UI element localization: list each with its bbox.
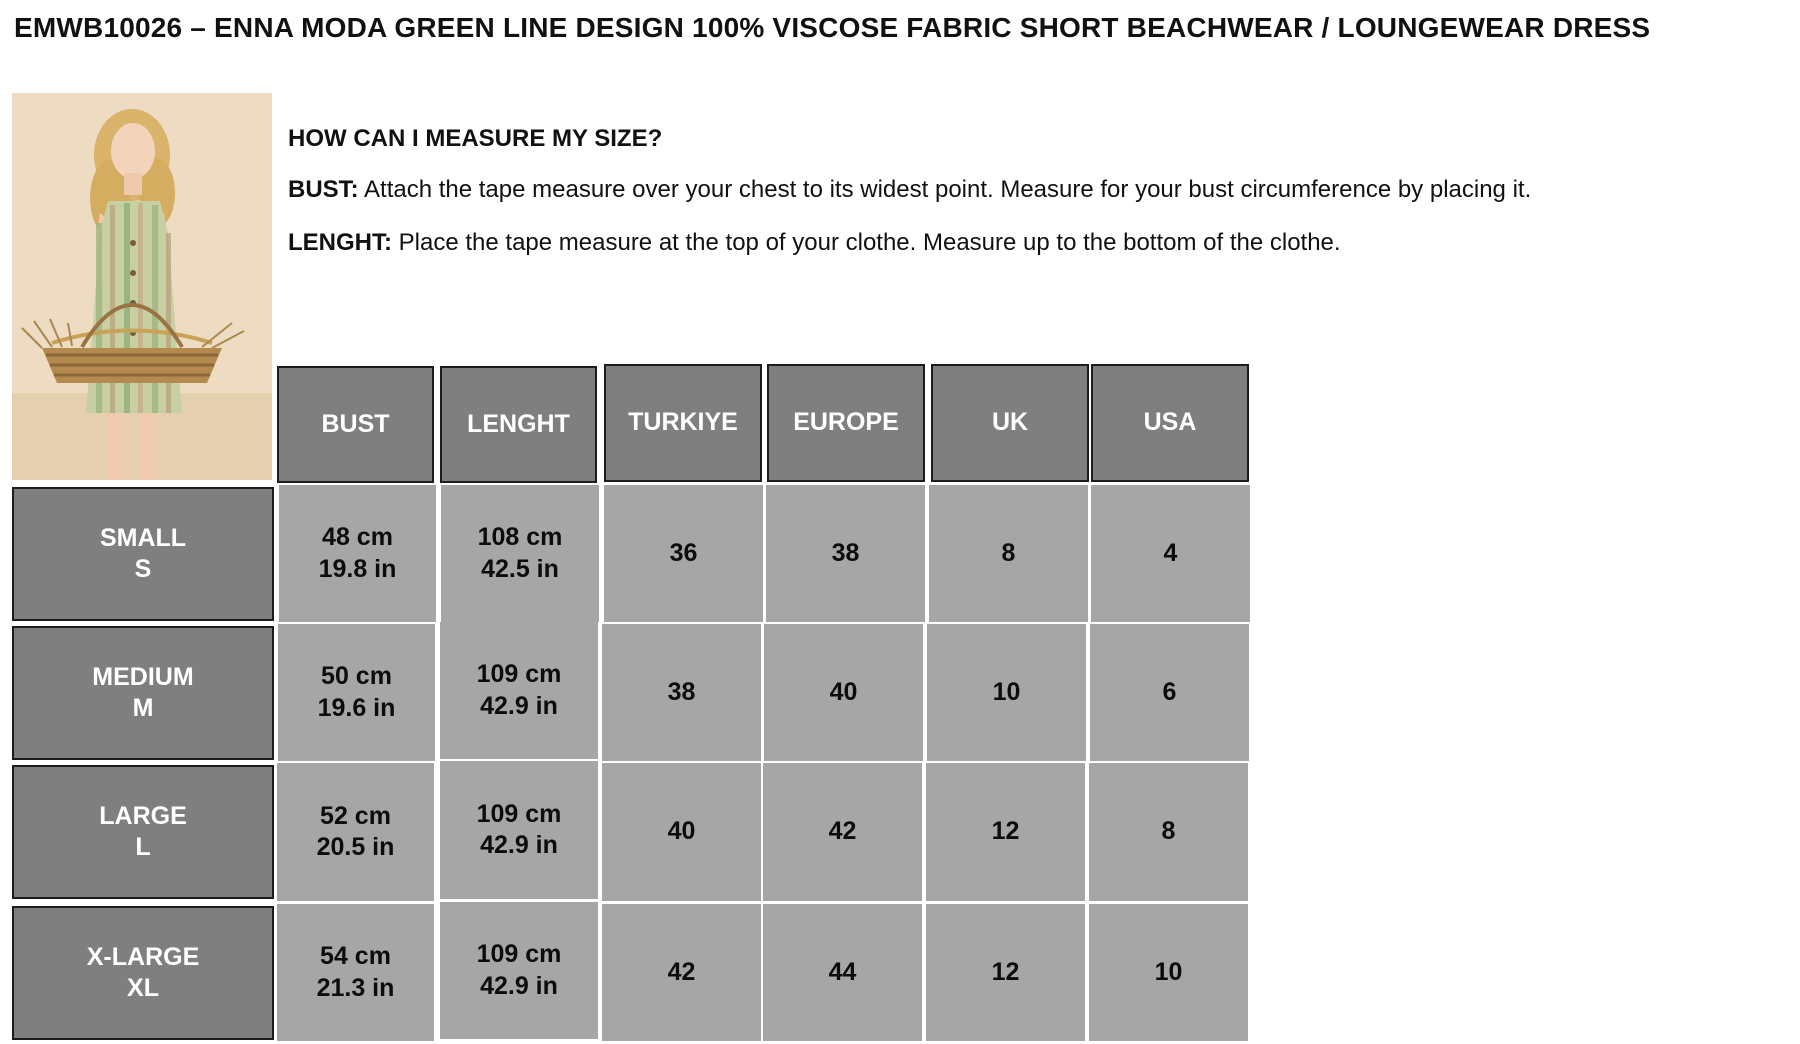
bust-term: BUST: [288,175,359,203]
size-code: M [132,694,154,722]
header-usa: USA [1091,364,1249,482]
cell-small-bust [279,485,436,622]
header-length: LENGHT [440,366,597,483]
cell-medium-usa: 6 [1090,624,1249,761]
cell-small-uk: 8 [929,485,1088,622]
cell-small-europe: 38 [766,485,925,622]
length-cm: 109 cm [476,660,562,689]
size-name: SMALL [99,523,187,552]
cell-x-large-bust [277,904,434,1041]
cell-small-length [441,485,599,622]
cell-large-europe: 42 [763,763,922,901]
bust-in: 20.5 in [316,833,395,861]
row-label-large [12,765,274,899]
cell-large-usa: 8 [1089,763,1248,901]
row-label-small [12,487,274,621]
cell-x-large-turkiye: 42 [602,904,761,1041]
row-label-medium [12,626,274,760]
length-cm: 108 cm [477,523,563,552]
size-name: LARGE [99,801,187,830]
length-in: 42.9 in [480,691,558,720]
header-bust: BUST [277,366,434,483]
cell-medium-bust [278,624,435,761]
cell-medium-uk: 10 [927,624,1086,761]
cell-x-large-usa: 10 [1089,904,1248,1041]
guide-heading: HOW CAN I MEASURE MY SIZE? [288,125,663,152]
cell-large-bust [277,763,434,901]
size-code: L [135,833,151,861]
product-photo [12,93,272,480]
length-term: LENGHT: [288,228,392,256]
length-text: Place the tape measure at the top of your clothe. Measure up to the bottom of the clothe. [392,228,1341,256]
page-title: EMWB10026 – ENNA MODA GREEN LINE DESIGN 100% VISCOSE FABRIC SHORT BEACHWEAR / LOUNGEWEAR DRESS [14,12,1651,43]
length-cm: 109 cm [476,940,562,969]
bust-instruction [288,176,1531,205]
bust-text: Attach the tape measure over your chest to its widest point. Measure for your bust circumference by placing it. [358,175,1532,203]
bust-cm: 52 cm [320,801,391,830]
bust-in: 19.8 in [318,554,397,583]
cell-small-usa: 4 [1091,485,1250,622]
cell-medium-turkiye: 38 [602,624,761,761]
bust-in: 21.3 in [316,973,395,1002]
cell-medium-europe: 40 [764,624,923,761]
length-in: 42.9 in [480,831,558,859]
cell-x-large-uk: 12 [926,904,1085,1041]
cell-x-large-europe: 44 [763,904,922,1041]
cell-large-uk: 12 [926,763,1085,901]
length-instruction [288,229,1531,258]
bust-in: 19.6 in [317,693,396,722]
length-in: 42.5 in [481,554,559,583]
model-wearing-dress-illustration [12,93,272,480]
row-label-x-large [12,906,274,1040]
length-in: 42.9 in [480,971,558,1000]
size-name: X-LARGE [86,942,200,971]
header-europe: EUROPE [767,364,925,482]
size-code: S [134,555,152,583]
measurement-guide [288,125,1531,281]
bust-cm: 54 cm [320,942,391,971]
bust-cm: 48 cm [322,523,393,552]
cell-small-turkiye: 36 [604,485,763,622]
header-uk: UK [931,364,1089,482]
size-name: MEDIUM [92,662,194,691]
cell-x-large-length [440,902,598,1039]
cell-large-length [440,761,598,899]
bust-cm: 50 cm [321,662,392,691]
header-turkiye: TURKIYE [604,364,762,482]
cell-medium-length [440,622,598,759]
cell-large-turkiye: 40 [602,763,761,901]
size-code: XL [127,974,159,1002]
length-cm: 109 cm [476,799,562,828]
